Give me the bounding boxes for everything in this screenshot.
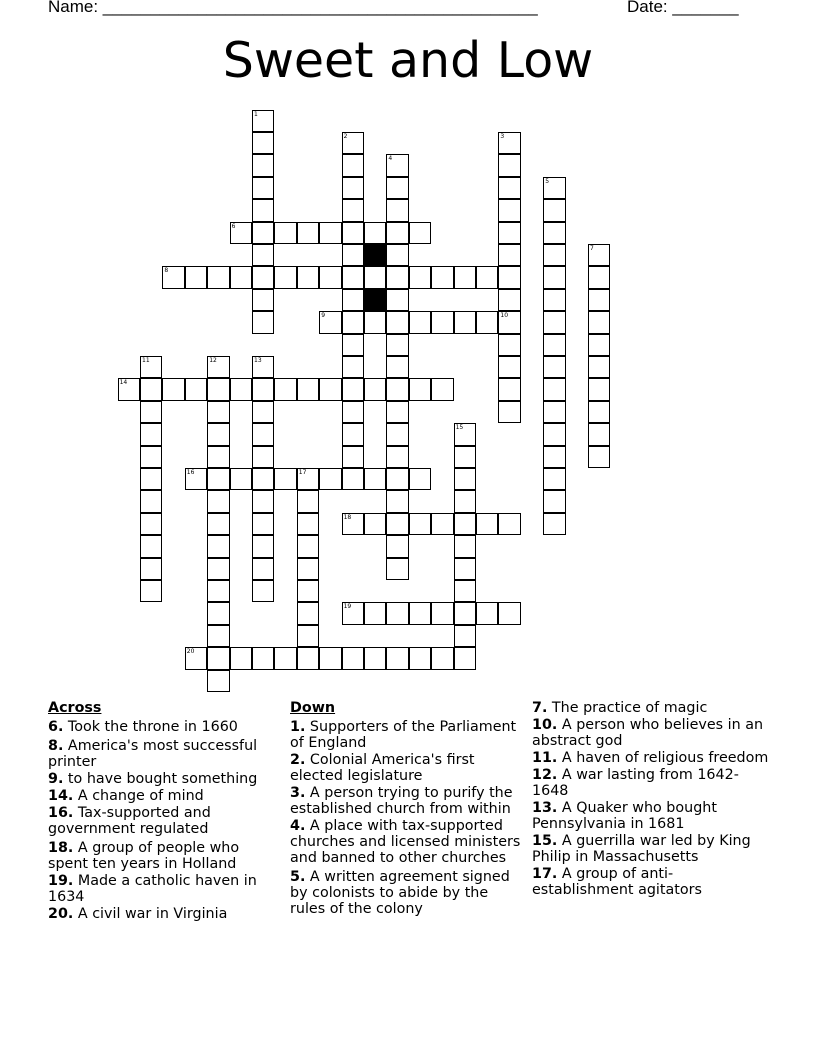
clue-item bbox=[290, 719, 525, 751]
grid-cell[interactable] bbox=[543, 199, 565, 221]
grid-cell[interactable] bbox=[207, 378, 229, 400]
grid-cell[interactable] bbox=[409, 222, 431, 244]
grid-cell[interactable] bbox=[543, 356, 565, 378]
clue-item-text: A war lasting from 1642-1648 bbox=[532, 767, 739, 799]
grid-cell[interactable] bbox=[230, 647, 252, 669]
grid-cell[interactable] bbox=[274, 647, 296, 669]
clue-item bbox=[532, 866, 772, 898]
grid-cell[interactable] bbox=[297, 602, 319, 624]
grid-cell[interactable] bbox=[476, 266, 498, 288]
grid-cell[interactable] bbox=[386, 401, 408, 423]
clue-item-number: 15. bbox=[532, 833, 558, 849]
grid-cell[interactable] bbox=[498, 177, 520, 199]
grid-cell[interactable] bbox=[543, 266, 565, 288]
grid-cell[interactable] bbox=[409, 378, 431, 400]
grid-cell[interactable] bbox=[252, 356, 274, 378]
clue-item bbox=[48, 719, 280, 735]
grid-cell[interactable] bbox=[252, 446, 274, 468]
clue-item-text: Took the throne in 1660 bbox=[63, 719, 238, 735]
grid-cell[interactable] bbox=[140, 513, 162, 535]
clue-number: 6 bbox=[231, 222, 236, 230]
clue-item-number: 8. bbox=[48, 738, 64, 754]
grid-cell[interactable] bbox=[319, 222, 341, 244]
grid-cell[interactable] bbox=[588, 334, 610, 356]
grid-cell[interactable] bbox=[319, 266, 341, 288]
grid-cell[interactable] bbox=[297, 378, 319, 400]
grid-cell[interactable] bbox=[252, 423, 274, 445]
grid-cell[interactable] bbox=[386, 266, 408, 288]
clue-item-number: 17. bbox=[532, 866, 558, 882]
grid-cell[interactable] bbox=[252, 244, 274, 266]
grid-cell[interactable] bbox=[207, 647, 229, 669]
grid-cell[interactable] bbox=[252, 222, 274, 244]
grid-cell[interactable] bbox=[342, 356, 364, 378]
grid-cell[interactable] bbox=[386, 244, 408, 266]
clue-item-text: A person trying to purify the established church from within bbox=[290, 785, 513, 817]
grid-cell[interactable] bbox=[185, 378, 207, 400]
grid-cell[interactable] bbox=[252, 535, 274, 557]
clue-item bbox=[532, 767, 772, 799]
grid-cell[interactable] bbox=[386, 558, 408, 580]
grid-cell[interactable] bbox=[207, 580, 229, 602]
grid-cell[interactable] bbox=[498, 132, 520, 154]
clue-number: 20 bbox=[186, 648, 195, 656]
grid-cell[interactable] bbox=[252, 401, 274, 423]
grid-cell[interactable] bbox=[498, 154, 520, 176]
clue-item-text: America's most successful printer bbox=[48, 738, 258, 770]
grid-cell[interactable] bbox=[431, 647, 453, 669]
grid-cell[interactable] bbox=[498, 334, 520, 356]
down-clues bbox=[290, 700, 525, 918]
down-clue-list-continued bbox=[532, 700, 772, 898]
grid-cell[interactable] bbox=[543, 446, 565, 468]
grid-cell[interactable] bbox=[543, 177, 565, 199]
grid-cell[interactable] bbox=[543, 378, 565, 400]
clue-item-number: 14. bbox=[48, 788, 74, 804]
clue-number: 15 bbox=[455, 424, 464, 432]
grid-cell[interactable] bbox=[543, 222, 565, 244]
grid-cell[interactable] bbox=[454, 423, 476, 445]
clue-item bbox=[532, 750, 772, 766]
grid-cell[interactable] bbox=[207, 490, 229, 512]
grid-cell[interactable] bbox=[454, 311, 476, 333]
clue-item bbox=[532, 800, 772, 832]
grid-cell[interactable] bbox=[297, 266, 319, 288]
grid-cell[interactable] bbox=[140, 446, 162, 468]
grid-cell[interactable] bbox=[230, 266, 252, 288]
clue-item bbox=[290, 869, 525, 917]
grid-cell[interactable] bbox=[386, 647, 408, 669]
grid-cell[interactable] bbox=[207, 602, 229, 624]
clue-item-number: 9. bbox=[48, 771, 64, 787]
grid-cell[interactable] bbox=[319, 468, 341, 490]
grid-cell[interactable] bbox=[274, 222, 296, 244]
grid-cell[interactable] bbox=[342, 423, 364, 445]
grid-cell[interactable] bbox=[454, 266, 476, 288]
grid-cell[interactable] bbox=[342, 513, 364, 535]
clue-item bbox=[532, 700, 772, 716]
grid-cell[interactable] bbox=[386, 222, 408, 244]
grid-cell[interactable] bbox=[140, 378, 162, 400]
clue-number: 12 bbox=[209, 357, 217, 364]
clue-item-text: A guerrilla war led by King Philip in Massachusetts bbox=[532, 833, 751, 865]
grid-cell[interactable] bbox=[364, 602, 386, 624]
grid-cell[interactable] bbox=[207, 401, 229, 423]
grid-cell[interactable] bbox=[297, 468, 319, 490]
grid-cell[interactable] bbox=[386, 446, 408, 468]
clue-number: 7 bbox=[590, 245, 594, 252]
grid-cell[interactable] bbox=[454, 558, 476, 580]
grid-cell[interactable] bbox=[297, 513, 319, 535]
grid-cell[interactable] bbox=[140, 401, 162, 423]
grid-cell[interactable] bbox=[409, 266, 431, 288]
clue-item-text: Made a catholic haven in 1634 bbox=[48, 873, 257, 905]
grid-cell[interactable] bbox=[230, 378, 252, 400]
clue-item bbox=[48, 738, 280, 770]
grid-cell[interactable] bbox=[162, 266, 184, 288]
grid-cell[interactable] bbox=[454, 625, 476, 647]
grid-cell[interactable] bbox=[319, 378, 341, 400]
grid-cell[interactable] bbox=[207, 535, 229, 557]
grid-cell[interactable] bbox=[476, 602, 498, 624]
grid-cell[interactable] bbox=[342, 311, 364, 333]
grid-cell[interactable] bbox=[364, 378, 386, 400]
grid-cell[interactable] bbox=[498, 378, 520, 400]
clue-item-number: 19. bbox=[48, 873, 74, 889]
clue-item-text: A written agreement signed by colonists to abide by the rules of the colony bbox=[290, 869, 510, 917]
grid-cell[interactable] bbox=[252, 580, 274, 602]
grid-cell[interactable] bbox=[454, 513, 476, 535]
grid-cell[interactable] bbox=[543, 334, 565, 356]
grid-cell[interactable] bbox=[342, 222, 364, 244]
grid-cell[interactable] bbox=[297, 222, 319, 244]
clue-number: 18 bbox=[343, 513, 352, 521]
grid-cell[interactable] bbox=[364, 222, 386, 244]
grid-cell[interactable] bbox=[543, 490, 565, 512]
clue-item-number: 2. bbox=[290, 752, 306, 768]
grid-cell[interactable] bbox=[207, 266, 229, 288]
clue-item bbox=[48, 906, 280, 922]
clue-item-text: A person who believes in an abstract god bbox=[532, 717, 764, 749]
grid-cell[interactable] bbox=[207, 670, 229, 692]
grid-cell[interactable] bbox=[140, 423, 162, 445]
grid-cell[interactable] bbox=[588, 244, 610, 266]
grid-cell[interactable] bbox=[207, 513, 229, 535]
clue-number: 9 bbox=[321, 312, 326, 320]
clue-item-number: 20. bbox=[48, 906, 74, 922]
grid-cell[interactable] bbox=[297, 490, 319, 512]
grid-cell[interactable] bbox=[543, 423, 565, 445]
grid-cell[interactable] bbox=[498, 602, 520, 624]
grid-cell[interactable] bbox=[498, 311, 520, 333]
grid-cell[interactable] bbox=[409, 311, 431, 333]
down-heading: Down bbox=[290, 700, 336, 716]
grid-cell[interactable] bbox=[342, 199, 364, 221]
clue-item-number: 1. bbox=[290, 719, 306, 735]
grid-cell[interactable] bbox=[342, 401, 364, 423]
grid-cell[interactable] bbox=[140, 356, 162, 378]
grid-cell[interactable] bbox=[386, 356, 408, 378]
grid-cell[interactable] bbox=[118, 378, 140, 400]
grid-cell[interactable] bbox=[498, 513, 520, 535]
clue-item-number: 6. bbox=[48, 719, 64, 735]
grid-cell[interactable] bbox=[297, 580, 319, 602]
across-clues bbox=[48, 700, 280, 923]
clue-item-number: 3. bbox=[290, 785, 306, 801]
clue-number: 11 bbox=[142, 357, 150, 364]
grid-cell[interactable] bbox=[454, 580, 476, 602]
grid-cell[interactable] bbox=[386, 311, 408, 333]
grid-cell[interactable] bbox=[498, 266, 520, 288]
grid-cell[interactable] bbox=[185, 468, 207, 490]
clue-number: 13 bbox=[254, 357, 262, 364]
grid-cell[interactable] bbox=[342, 154, 364, 176]
grid-cell[interactable] bbox=[431, 602, 453, 624]
grid-cell[interactable] bbox=[386, 602, 408, 624]
grid-cell[interactable] bbox=[230, 222, 252, 244]
down-clue-list bbox=[290, 719, 525, 917]
puzzle-title: Sweet and Low bbox=[222, 32, 594, 89]
clue-item bbox=[532, 717, 772, 749]
clue-item-number: 18. bbox=[48, 840, 74, 856]
grid-cell[interactable] bbox=[386, 378, 408, 400]
clue-number: 14 bbox=[119, 379, 128, 387]
clue-item bbox=[532, 833, 772, 865]
grid-cell[interactable] bbox=[386, 177, 408, 199]
clue-item-number: 4. bbox=[290, 818, 306, 834]
grid-cell[interactable] bbox=[409, 647, 431, 669]
clue-item-text: to have bought something bbox=[63, 771, 258, 787]
grid-cell[interactable] bbox=[342, 266, 364, 288]
grid-cell[interactable] bbox=[364, 468, 386, 490]
grid-cell[interactable] bbox=[588, 311, 610, 333]
grid-cell[interactable] bbox=[140, 535, 162, 557]
grid-cell[interactable] bbox=[386, 154, 408, 176]
grid-cell[interactable] bbox=[431, 513, 453, 535]
grid-cell[interactable] bbox=[297, 558, 319, 580]
grid-cell[interactable] bbox=[140, 490, 162, 512]
grid-cell[interactable] bbox=[543, 468, 565, 490]
clue-item-text: A group of anti-establishment agitators bbox=[532, 866, 702, 898]
grid-cell[interactable] bbox=[342, 244, 364, 266]
clue-item-text: A place with tax-supported churches and licensed ministers and banned to other churches bbox=[290, 818, 521, 866]
grid-cell[interactable] bbox=[364, 513, 386, 535]
grid-cell[interactable] bbox=[409, 513, 431, 535]
clue-number: 8 bbox=[164, 267, 169, 275]
grid-cell[interactable] bbox=[543, 513, 565, 535]
grid-cell[interactable] bbox=[297, 535, 319, 557]
blocked-cell bbox=[364, 244, 386, 266]
across-heading: Across bbox=[48, 700, 102, 716]
clue-number: 4 bbox=[388, 155, 393, 163]
clue-item bbox=[290, 818, 525, 866]
grid-cell[interactable] bbox=[386, 334, 408, 356]
grid-cell[interactable] bbox=[342, 177, 364, 199]
grid-cell[interactable] bbox=[431, 311, 453, 333]
grid-cell[interactable] bbox=[319, 647, 341, 669]
grid-cell[interactable] bbox=[207, 625, 229, 647]
clue-number: 17 bbox=[298, 469, 307, 476]
grid-cell[interactable] bbox=[342, 647, 364, 669]
grid-cell[interactable] bbox=[498, 356, 520, 378]
clue-number: 1 bbox=[254, 110, 258, 118]
grid-cell[interactable] bbox=[454, 535, 476, 557]
grid-cell[interactable] bbox=[498, 244, 520, 266]
down-clues-continued bbox=[532, 700, 772, 899]
grid-cell[interactable] bbox=[543, 401, 565, 423]
grid-cell[interactable] bbox=[252, 468, 274, 490]
clue-item bbox=[48, 805, 280, 837]
grid-cell[interactable] bbox=[207, 558, 229, 580]
grid-cell[interactable] bbox=[386, 468, 408, 490]
grid-cell[interactable] bbox=[342, 468, 364, 490]
clue-item-text: A change of mind bbox=[73, 788, 204, 804]
grid-cell[interactable] bbox=[588, 356, 610, 378]
grid-cell[interactable] bbox=[140, 468, 162, 490]
clue-item-number: 5. bbox=[290, 869, 306, 885]
grid-cell[interactable] bbox=[252, 177, 274, 199]
grid-cell[interactable] bbox=[588, 266, 610, 288]
clue-item bbox=[48, 788, 280, 804]
grid-cell[interactable] bbox=[409, 468, 431, 490]
clue-item bbox=[290, 785, 525, 817]
grid-cell[interactable] bbox=[454, 490, 476, 512]
grid-cell[interactable] bbox=[364, 647, 386, 669]
grid-cell[interactable] bbox=[252, 132, 274, 154]
grid-cell[interactable] bbox=[588, 446, 610, 468]
grid-cell[interactable] bbox=[185, 266, 207, 288]
grid-cell[interactable] bbox=[230, 468, 252, 490]
grid-cell[interactable] bbox=[207, 356, 229, 378]
grid-cell[interactable] bbox=[454, 446, 476, 468]
clue-item bbox=[48, 840, 280, 872]
clue-item-text: Supporters of the Parliament of England bbox=[290, 719, 517, 751]
grid-cell[interactable] bbox=[454, 602, 476, 624]
grid-cell[interactable] bbox=[476, 513, 498, 535]
grid-cell[interactable] bbox=[386, 289, 408, 311]
grid-cell[interactable] bbox=[274, 468, 296, 490]
clue-item-text: The practice of magic bbox=[547, 700, 708, 716]
clue-number: 2 bbox=[343, 133, 348, 140]
grid-cell[interactable] bbox=[297, 647, 319, 669]
grid-cell[interactable] bbox=[252, 199, 274, 221]
grid-cell[interactable] bbox=[207, 468, 229, 490]
grid-cell[interactable] bbox=[207, 446, 229, 468]
grid-cell[interactable] bbox=[476, 311, 498, 333]
grid-cell[interactable] bbox=[386, 535, 408, 557]
blocked-cell bbox=[364, 289, 386, 311]
grid-cell[interactable] bbox=[386, 199, 408, 221]
grid-cell[interactable] bbox=[498, 222, 520, 244]
clue-item-text: A group of people who spent ten years in Holland bbox=[48, 840, 240, 872]
clue-item bbox=[290, 752, 525, 784]
grid-cell[interactable] bbox=[252, 558, 274, 580]
grid-cell[interactable] bbox=[319, 311, 341, 333]
clue-item-number: 16. bbox=[48, 805, 74, 821]
grid-cell[interactable] bbox=[342, 132, 364, 154]
grid-cell[interactable] bbox=[342, 602, 364, 624]
across-clue-list bbox=[48, 719, 280, 922]
grid-cell[interactable] bbox=[342, 446, 364, 468]
grid-cell[interactable] bbox=[342, 289, 364, 311]
grid-cell[interactable] bbox=[252, 311, 274, 333]
grid-cell[interactable] bbox=[140, 558, 162, 580]
date-field-label: Date: _______ bbox=[627, 0, 739, 16]
clue-item-number: 12. bbox=[532, 767, 558, 783]
clue-item-text: A Quaker who bought Pennsylvania in 1681 bbox=[532, 800, 717, 832]
grid-cell[interactable] bbox=[162, 378, 184, 400]
grid-cell[interactable] bbox=[252, 289, 274, 311]
grid-cell[interactable] bbox=[431, 378, 453, 400]
grid-cell[interactable] bbox=[364, 266, 386, 288]
grid-cell[interactable] bbox=[342, 334, 364, 356]
clue-item-number: 7. bbox=[532, 700, 548, 716]
grid-cell[interactable] bbox=[386, 490, 408, 512]
grid-cell[interactable] bbox=[274, 378, 296, 400]
grid-cell[interactable] bbox=[185, 647, 207, 669]
grid-cell[interactable] bbox=[386, 513, 408, 535]
grid-cell[interactable] bbox=[342, 378, 364, 400]
clue-item-text: A haven of religious freedom bbox=[557, 750, 769, 766]
grid-cell[interactable] bbox=[252, 647, 274, 669]
grid-cell[interactable] bbox=[409, 602, 431, 624]
grid-cell[interactable] bbox=[588, 289, 610, 311]
grid-cell[interactable] bbox=[454, 468, 476, 490]
grid-cell[interactable] bbox=[364, 311, 386, 333]
grid-cell[interactable] bbox=[297, 625, 319, 647]
grid-cell[interactable] bbox=[588, 401, 610, 423]
clue-number: 5 bbox=[545, 177, 550, 185]
clue-item-number: 11. bbox=[532, 750, 558, 766]
grid-cell[interactable] bbox=[543, 289, 565, 311]
clue-number: 10 bbox=[500, 312, 509, 320]
grid-cell[interactable] bbox=[274, 266, 296, 288]
grid-cell[interactable] bbox=[252, 266, 274, 288]
grid-cell[interactable] bbox=[588, 423, 610, 445]
clue-number: 19 bbox=[343, 603, 352, 611]
clue-item-text: A civil war in Virginia bbox=[73, 906, 228, 922]
clue-item-number: 13. bbox=[532, 800, 558, 816]
clue-item-text: Colonial America's first elected legislature bbox=[290, 752, 475, 784]
grid-cell[interactable] bbox=[252, 378, 274, 400]
grid-cell[interactable] bbox=[431, 266, 453, 288]
clue-item-text: Tax-supported and government regulated bbox=[48, 805, 211, 837]
grid-cell[interactable] bbox=[252, 490, 274, 512]
grid-cell[interactable] bbox=[252, 110, 274, 132]
grid-cell[interactable] bbox=[498, 289, 520, 311]
name-field-label: Name: ______________________________________________ bbox=[48, 0, 538, 16]
grid-cell[interactable] bbox=[543, 244, 565, 266]
grid-cell[interactable] bbox=[588, 378, 610, 400]
clue-item bbox=[48, 771, 280, 787]
grid-cell[interactable] bbox=[140, 580, 162, 602]
grid-cell[interactable] bbox=[454, 647, 476, 669]
grid-cell[interactable] bbox=[498, 401, 520, 423]
grid-cell[interactable] bbox=[543, 311, 565, 333]
clue-item bbox=[48, 873, 280, 905]
grid-cell[interactable] bbox=[386, 423, 408, 445]
grid-cell[interactable] bbox=[498, 199, 520, 221]
grid-cell[interactable] bbox=[252, 513, 274, 535]
grid-cell[interactable] bbox=[252, 154, 274, 176]
grid-cell[interactable] bbox=[207, 423, 229, 445]
clue-number: 16 bbox=[186, 469, 195, 476]
clue-item-number: 10. bbox=[532, 717, 558, 733]
clue-number: 3 bbox=[500, 133, 505, 140]
